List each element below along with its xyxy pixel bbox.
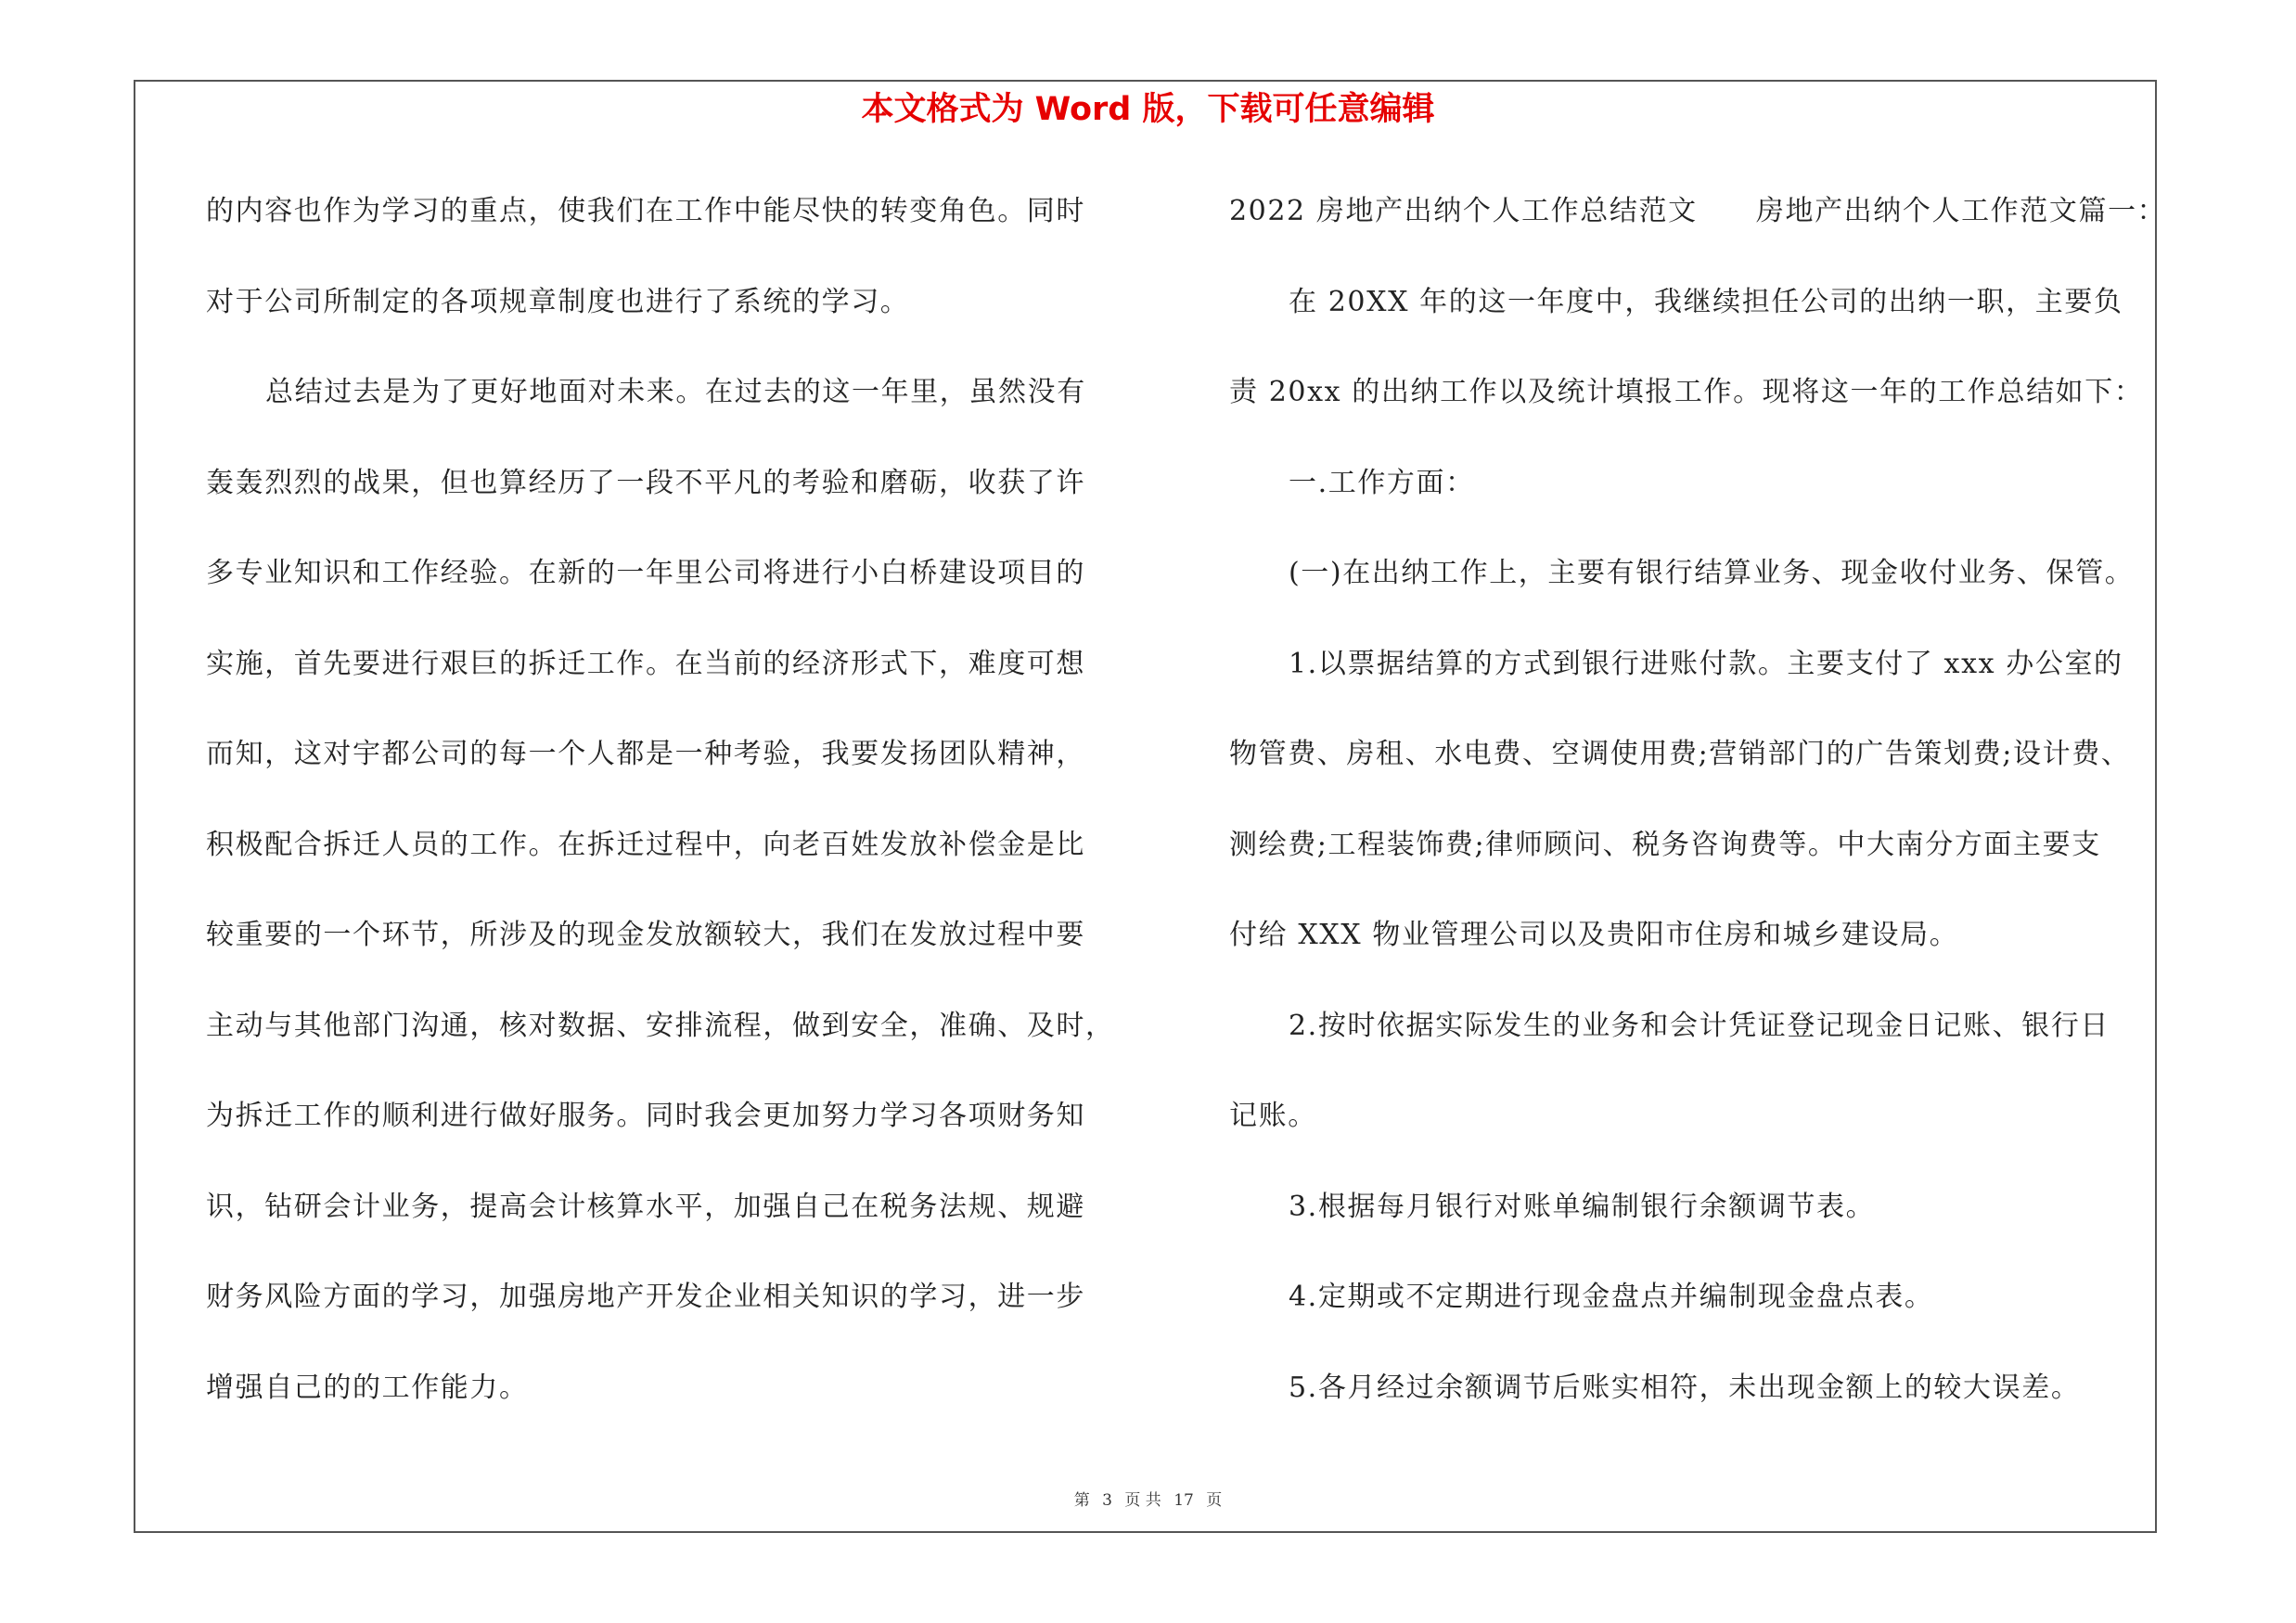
left-text-column xyxy=(206,186,1134,1452)
text-line-left-12: 识，钻研会计业务，提高会计核算水平，加强自己在税务法规、规避 xyxy=(206,1190,1085,1223)
text-line-right-5: (一)在出纳工作上，主要有银行结算业务、现金收付业务、保管。 xyxy=(1289,557,2135,589)
text-line-left-6: 实施，首先要进行艰巨的拆迁工作。在当前的经济形式下，难度可想 xyxy=(206,647,1085,680)
text-line-right-11: 记账。 xyxy=(1229,1100,1317,1132)
text-line-left-11: 为拆迁工作的顺利进行做好服务。同时我会更加努力学习各项财务知 xyxy=(206,1100,1085,1132)
text-line-left-3: 总结过去是为了更好地面对未来。在过去的这一年里，虽然没有 xyxy=(265,376,1086,408)
text-line-right-8: 测绘费;工程装饰费;律师顾问、税务咨询费等。中大南分方面主要支 xyxy=(1229,828,2101,861)
text-line-left-13: 财务风险方面的学习，加强房地产开发企业相关知识的学习，进一步 xyxy=(206,1281,1085,1313)
list-item-3: 3.根据每月银行对账单编制银行余额调节表。 xyxy=(1289,1190,1876,1223)
footer-current-page: 3 xyxy=(1102,1491,1112,1510)
list-item-5: 5.各月经过余额调节后账实相符，未出现金额上的较大误差。 xyxy=(1289,1371,2081,1404)
right-text-column xyxy=(1229,186,2167,1452)
list-item-1: 1.以票据结算的方式到银行进账付款。主要支付了 xxx 办公室的 xyxy=(1289,647,2123,680)
footer-suffix: 页 xyxy=(1206,1491,1223,1510)
text-line-left-5: 多专业知识和工作经验。在新的一年里公司将进行小白桥建设项目的 xyxy=(206,557,1085,589)
text-line-right-3: 责 20xx 的出纳工作以及统计填报工作。现将这一年的工作总结如下： xyxy=(1229,376,2144,408)
footer-prefix: 第 xyxy=(1073,1491,1090,1510)
text-line-left-10: 主动与其他部门沟通，核对数据、安排流程，做到安全，准确、及时， xyxy=(206,1009,1115,1042)
text-line-right-7: 物管费、房租、水电费、空调使用费;营销部门的广告策划费;设计费、 xyxy=(1229,738,2131,770)
text-line-left-1: 的内容也作为学习的重点，使我们在工作中能尽快的转变角色。同时 xyxy=(206,195,1085,227)
footer-middle: 页 共 xyxy=(1124,1491,1161,1510)
word-format-banner: 本文格式为 Word 版，下载可任意编辑 xyxy=(861,91,1435,128)
list-item-4: 4.定期或不定期进行现金盘点并编制现金盘点表。 xyxy=(1289,1281,1934,1313)
page-number-footer xyxy=(0,1489,2296,1512)
text-line-right-9: 付给 XXX 物业管理公司以及贵阳市住房和城乡建设局。 xyxy=(1229,919,1959,951)
text-line-left-4: 轰轰烈烈的战果，但也算经历了一段不平凡的考验和磨砺，收获了许 xyxy=(206,466,1085,499)
text-line-left-14: 增强自己的的工作能力。 xyxy=(206,1371,529,1404)
list-item-2: 2.按时依据实际发生的业务和会计凭证登记现金日记账、银行日 xyxy=(1289,1009,2110,1042)
document-title-line: 2022 房地产出纳个人工作总结范文 房地产出纳个人工作范文篇一： xyxy=(1229,195,2167,227)
text-line-left-2: 对于公司所制定的各项规章制度也进行了系统的学习。 xyxy=(206,285,910,318)
section-heading-work: 一.工作方面： xyxy=(1289,466,1475,499)
text-line-left-8: 积极配合拆迁人员的工作。在拆迁过程中，向老百姓发放补偿金是比 xyxy=(206,828,1085,861)
text-line-left-9: 较重要的一个环节，所涉及的现金发放额较大，我们在发放过程中要 xyxy=(206,919,1085,951)
text-line-right-2: 在 20XX 年的这一年度中，我继续担任公司的出纳一职，主要负 xyxy=(1289,285,2123,318)
footer-total-pages: 17 xyxy=(1174,1491,1194,1510)
text-line-left-7: 而知，这对宇都公司的每一个人都是一种考验，我要发扬团队精神， xyxy=(206,738,1085,770)
